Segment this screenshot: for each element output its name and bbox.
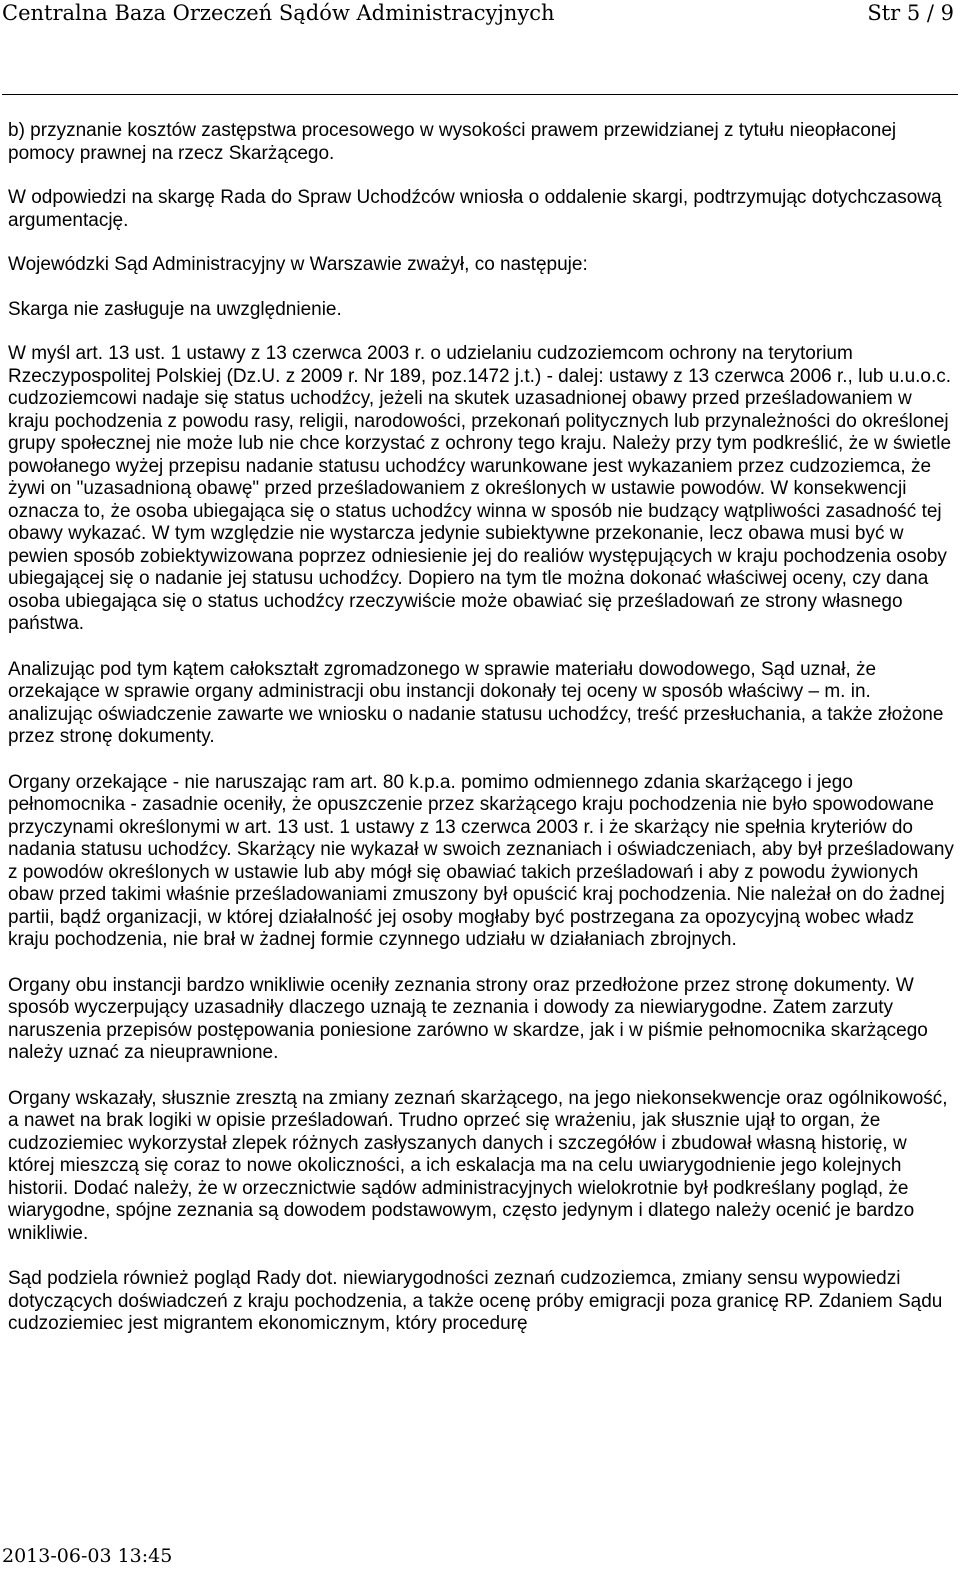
header-divider	[2, 94, 958, 95]
paragraph-evidence-evaluation: Organy obu instancji bardzo wnikliwie oceniły zeznania strony oraz przedłożone przez stronę dokumenty. W sposób wyczerpujący uzasadniły dlaczego uznają te zeznania i dowody za niewiarygodne. Zatem zarzuty naruszenia przepisów postępowania poniesione zarówno w skardze, jak i w piśmie pełnomocnika skarżącego należy uznać za nieuprawnione.	[8, 974, 928, 1063]
paragraph-court-considered: Wojewódzki Sąd Administracyjny w Warszawie zważył, co następuje:	[8, 254, 588, 275]
paragraph-costs-request: b) przyznanie kosztów zastępstwa procesowego w wysokości prawem przewidzianej z tytułu nieopłaconej pomocy prawnej na rzecz Skarżącego.	[8, 120, 897, 164]
print-timestamp: 2013-06-03 13:45	[2, 1545, 173, 1567]
paragraph-court-agrees: Sąd podziela również pogląd Rady dot. niewiarygodności zeznań cudzoziemca, zmiany sensu wypowiedzi dotyczących doświadczeń z kraju pochodzenia, a także ocenę próby emigracji poza granicę RP. Zdaniem Sądu cudzoziemiec jest migrantem ekonomicznym, który procedurę	[8, 1268, 943, 1334]
paragraph-legal-basis: W myśl art. 13 ust. 1 ustawy z 13 czerwca 2003 r. o udzielaniu cudzoziemcom ochrony na terytorium Rzeczypospolitej Polskiej (Dz.U. z 2009 r. Nr 189, poz.1472 j.t.) - dalej: ustawy z 13 czerwca 2006 r., lub u.u.o.c. cudzoziemcowi nadaje się status uchodźcy, jeżeli na skutek uzasadnionej obawy przed prześladowaniem w kraju pochodzenia z powodu rasy, religii, narodowości, przekonań politycznych lub przynależności do określonej grupy społecznej nie może lub nie chce korzystać z ochrony tego kraju. Należy przy tym podkreślić, że w świetle powołanego wyżej przepisu nadanie statusu uchodźcy warunkowane jest wykazaniem przez cudzoziemca, że żywi on "uzasadnioną obawę" przed prześladowaniem z określonych w ustawie powodów. W konsekwencji oznacza to, że osoba ubiegająca się o status uchodźcy winna w sposób nie budzący wątpliwości zasadność tej obawy wykazać. W tym względzie nie wystarcza jedynie subiektywne przekonanie, lecz obawa musi być w pewien sposób zobiektywizowana poprzez odniesienie jej do realiów występujących w kraju pochodzenia osoby ubiegającej się o nadanie jej statusu uchodźcy. Dopiero na tym tle można dokonać właściwej oceny, czy dana osoba ubiegająca się o status uchodźcy rzeczywiście może obawiać się prześladowań ze strony własnego państwa.	[8, 343, 952, 634]
page-indicator: Str 5 / 9	[867, 1, 954, 25]
page-header	[0, 0, 960, 40]
paragraph-response: W odpowiedzi na skargę Rada do Spraw Uchodźców wniosła o oddalenie skargi, podtrzymując dotychczasową argumentację.	[8, 187, 942, 231]
paragraph-analysis: Analizując pod tym kątem całokształt zgromadzonego w sprawie materiału dowodowego, Sąd uznał, że orzekające w sprawie organy administracji obu instancji dokonały tej oceny w sposób właściwy – m. in. analizując oświadczenie zawarte we wniosku o nadanie statusu uchodźcy, treść przesłuchania, a także złożone przez stronę dokumenty.	[8, 658, 944, 747]
document-body	[8, 120, 954, 1336]
paragraph-complaint-rejected: Skarga nie zasługuje na uwzględnienie.	[8, 298, 342, 320]
paragraph-inconsistencies: Organy wskazały, słusznie zresztą na zmiany zeznań skarżącego, na jego niekonsekwencje oraz ogólnikowość, a nawet na brak logiki w opisie prześladowań. Trudno oprzeć się wrażeniu, jak słusznie ujął to organ, że cudzoziemiec wykorzystał zlepek różnych zasłyszanych danych i szczegółów i zbudował własną historię, w której mieszczą się coraz to nowe okoliczności, a ich eskalacja ma na celu uwiarygodnienie jego kolejnych historii. Dodać należy, że w orzecznictwie sądów administracyjnych wielokrotnie był podkreślany pogląd, że wiarygodne, spójne zeznania są dowodem podstawowym, często jedynym i dlatego należy ocenić je bardzo wnikliwie.	[8, 1087, 948, 1244]
site-title: Centralna Baza Orzeczeń Sądów Administracyjnych	[2, 1, 555, 25]
paragraph-authorities-assessment: Organy orzekające - nie naruszając ram art. 80 k.p.a. pomimo odmiennego zdania skarżącego i jego pełnomocnika - zasadnie oceniły, że opuszczenie przez skarżącego kraju pochodzenia nie było spowodowane przyczynami określonymi w art. 13 ust. 1 ustawy z 13 czerwca 2003 r. i że skarżący nie spełnia kryteriów do nadania statusu uchodźcy. Skarżący nie wykazał w swoich zeznaniach i oświadczeniach, aby był prześladowany z powodów określonych w ustawie lub aby mógł się obawiać takich prześladowań i aby z powodu żywionych obaw przed takimi właśnie prześladowaniami zmuszony był opuścić kraj pochodzenia. Nie należał on do żadnej partii, bądź organizacji, w której działalność jej osoby mogłaby być postrzegana za opozycyjną wobec władz kraju pochodzenia, nie brał w żadnej formie czynnego udziału w działaniach zbrojnych.	[8, 771, 954, 950]
